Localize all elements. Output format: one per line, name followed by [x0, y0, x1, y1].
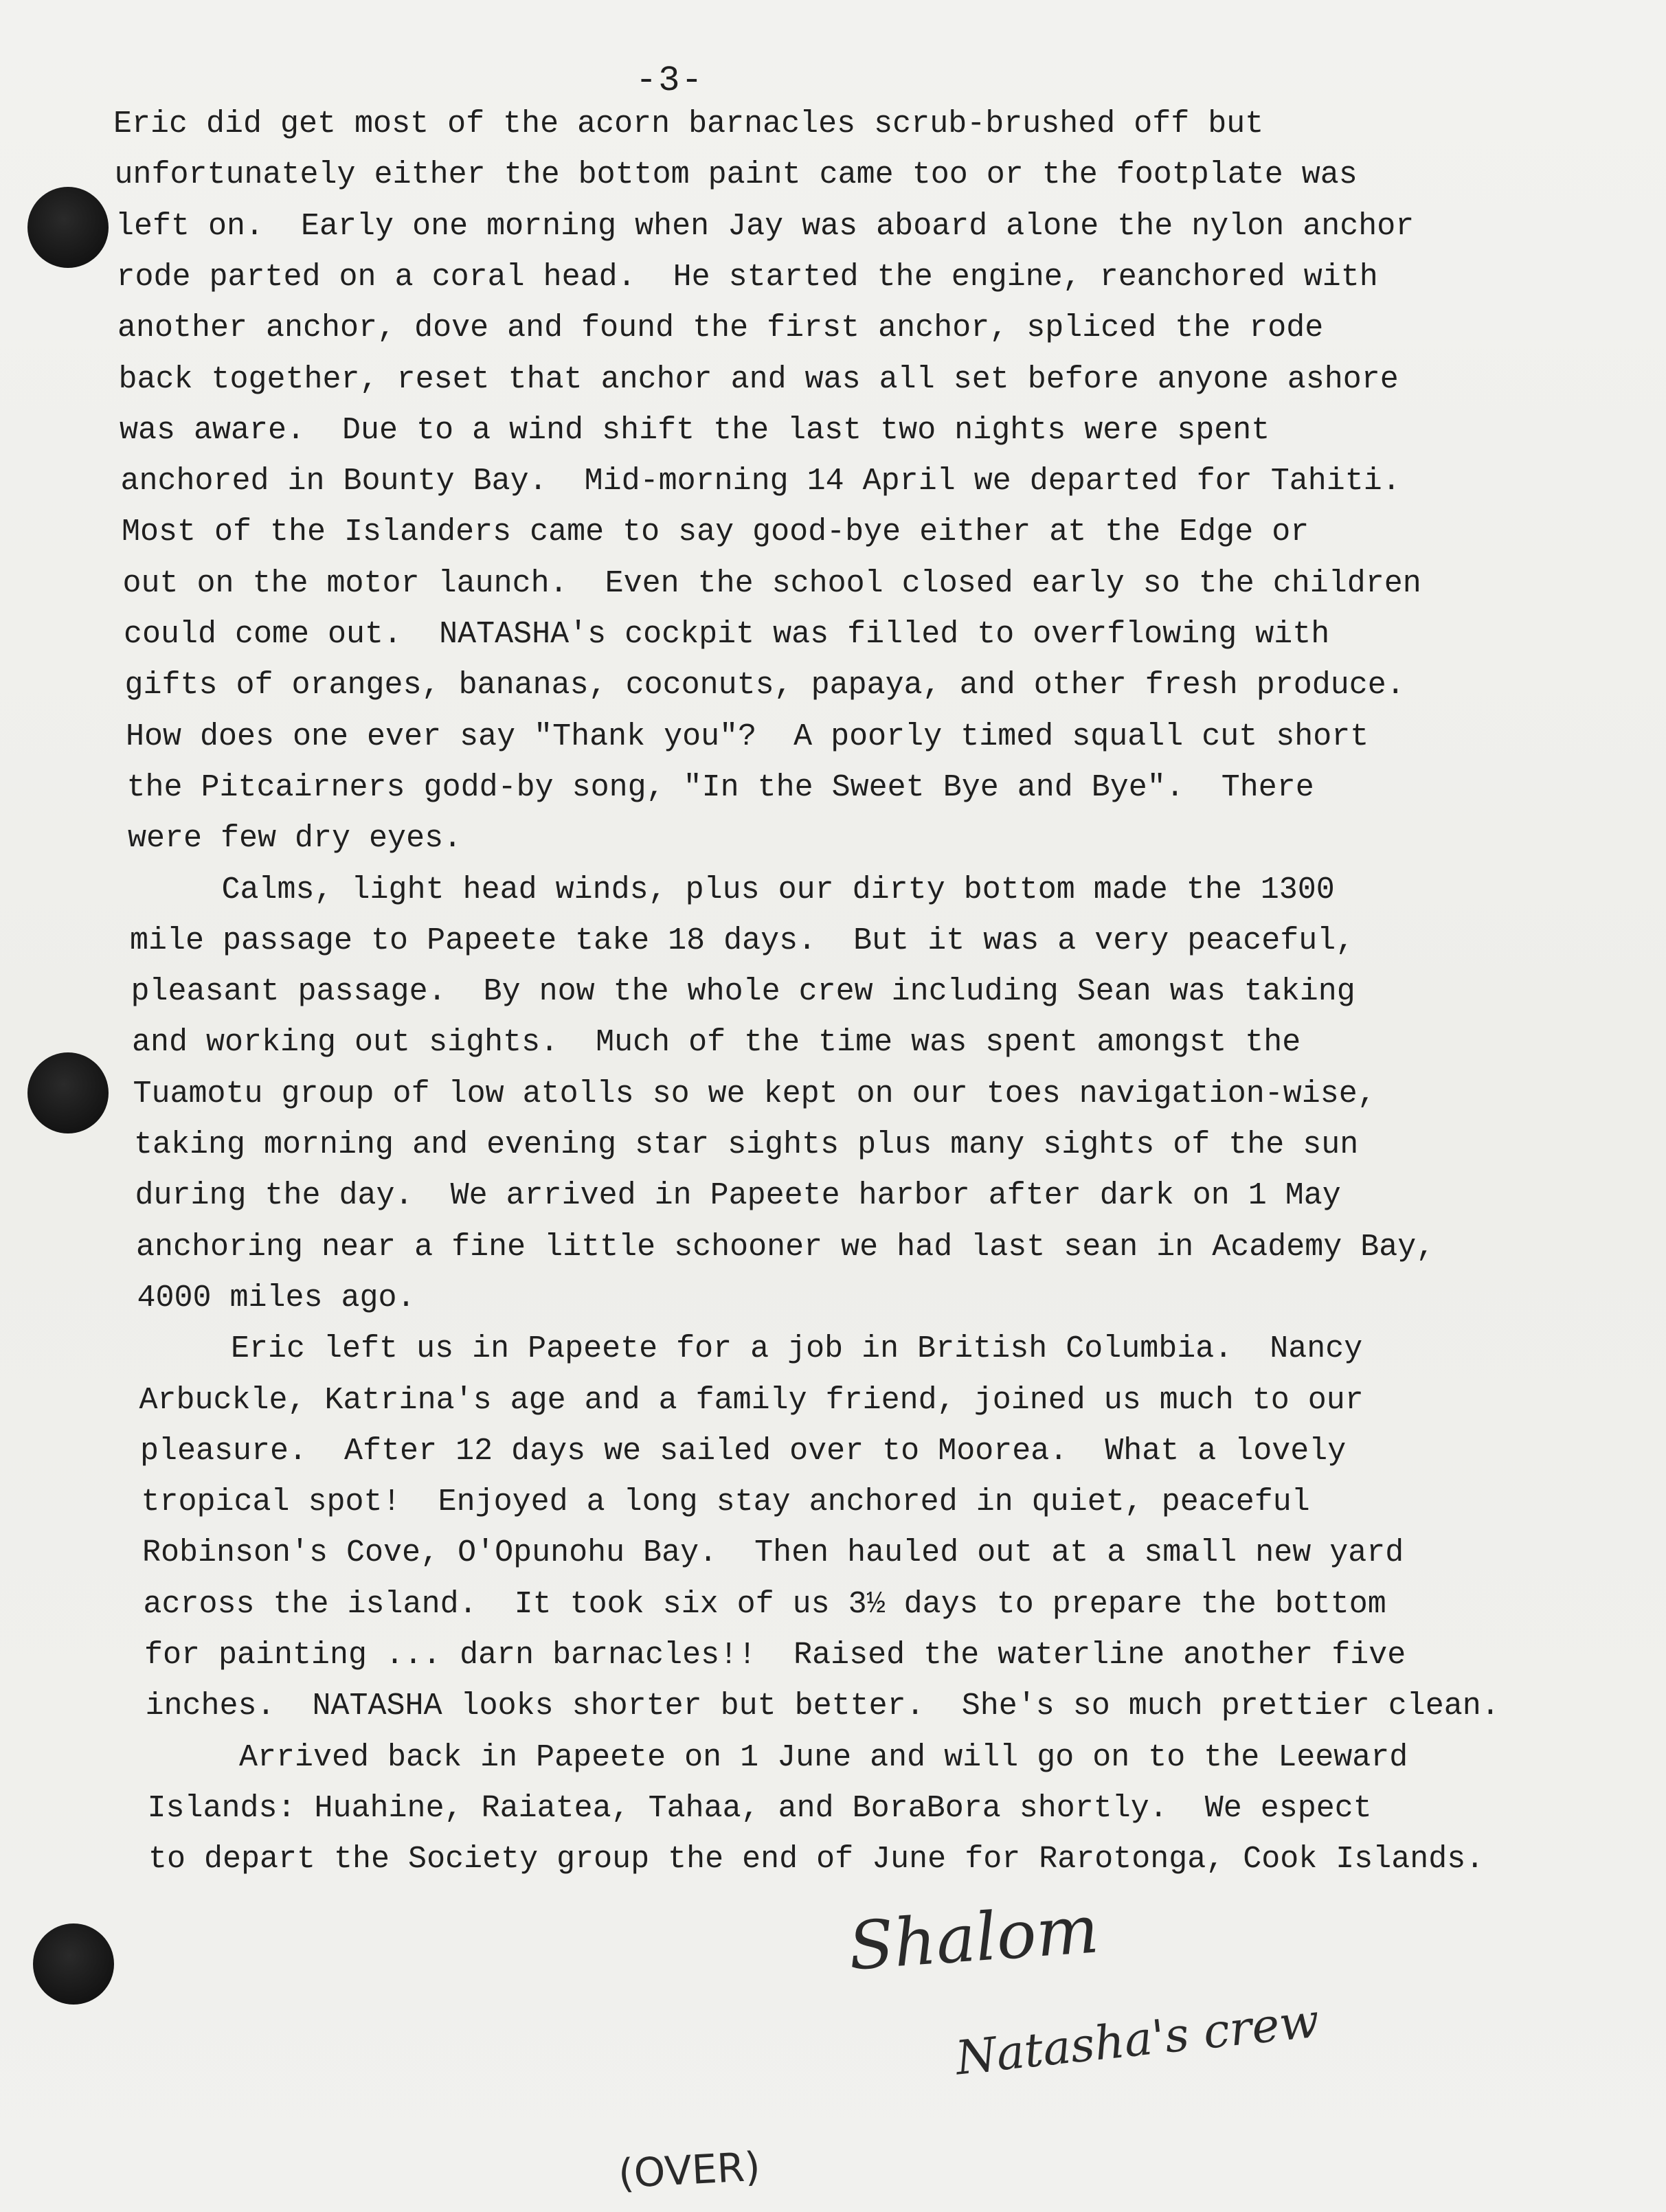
text-line: Eric left us in Papeete for a job in British Columbia. Nancy	[138, 1331, 1363, 1367]
text-line: pleasure. After 12 days we sailed over to Moorea. What a lovely	[140, 1433, 1347, 1469]
signature-line-1: Shalom	[846, 1891, 1101, 1985]
text-line: Calms, light head winds, plus our dirty bottom made the 1300	[128, 872, 1335, 907]
text-line: to depart the Society group the end of June for Rarotonga, Cook Islands.	[148, 1842, 1485, 1877]
text-line: taking morning and evening star sights plus many sights of the sun	[134, 1127, 1359, 1162]
text-line: 4000 miles ago.	[137, 1280, 416, 1316]
text-line: was aware. Due to a wind shift the last two nights were spent	[120, 412, 1270, 448]
text-line: rode parted on a coral head. He started the engine, reanchored with	[116, 259, 1378, 295]
punch-hole-bottom	[33, 1923, 114, 2005]
page-number: -3-	[635, 60, 704, 101]
text-line: Arrived back in Papeete on 1 June and will go on to the Leeward	[146, 1739, 1408, 1775]
text-line: were few dry eyes.	[128, 821, 462, 857]
text-line: out on the motor launch. Even the school closed early so the children	[122, 565, 1421, 601]
text-line: Eric did get most of the acorn barnacles scrub-brushed off but	[113, 106, 1264, 142]
text-line: across the island. It took six of us 3½ days to prepare the bottom	[143, 1586, 1386, 1622]
text-line: Tuamotu group of low atolls so we kept on our toes navigation-wise,	[133, 1076, 1376, 1111]
text-line: pleasant passage. By now the whole crew including Sean was taking	[131, 974, 1355, 1010]
text-line: Arbuckle, Katrina's age and a family friend, joined us much to our	[139, 1382, 1364, 1418]
text-line: and working out sights. Much of the time was spent amongst the	[132, 1025, 1301, 1061]
text-line: Most of the Islanders came to say good-bye either at the Edge or	[122, 515, 1309, 550]
footer-note: (OVER)	[617, 2143, 762, 2198]
text-line: another anchor, dove and found the first anchor, spliced the rode	[117, 311, 1324, 346]
text-line: anchored in Bounty Bay. Mid-morning 14 April we departed for Tahiti.	[120, 464, 1401, 499]
text-line: unfortunately either the bottom paint came too or the footplate was	[114, 157, 1358, 193]
text-line: gifts of oranges, bananas, coconuts, papaya, and other fresh produce.	[124, 668, 1405, 703]
text-line: could come out. NATASHA's cockpit was filled to overflowing with	[124, 617, 1330, 652]
text-line: back together, reset that anchor and was all set before anyone ashore	[118, 361, 1399, 397]
text-line: Robinson's Cove, O'Opunohu Bay. Then hauled out at a small new yard	[142, 1535, 1404, 1571]
text-line: the Pitcairners godd-by song, "In the Sweet Bye and Bye". There	[126, 769, 1314, 805]
text-line: mile passage to Papeete take 18 days. But it was a very peaceful,	[130, 923, 1355, 958]
signature-line-2: Natasha's crew	[953, 1994, 1322, 2086]
text-line: tropical spot! Enjoyed a long stay anchored in quiet, peaceful	[141, 1485, 1310, 1520]
punch-hole-top	[27, 187, 109, 268]
text-line: for painting ... darn barnacles!! Raised the waterline another five	[144, 1638, 1406, 1673]
text-line: anchoring near a fine little schooner we had last sean in Academy Bay,	[136, 1229, 1435, 1265]
text-line: left on. Early one morning when Jay was aboard alone the nylon anchor	[115, 208, 1415, 244]
text-line: Islands: Huahine, Raiatea, Tahaa, and BoraBora shortly. We espect	[147, 1790, 1372, 1826]
text-line: inches. NATASHA looks shorter but better. She's so much prettier clean.	[145, 1689, 1500, 1724]
punch-hole-middle	[27, 1052, 109, 1133]
text-line: How does one ever say "Thank you"? A poorly timed squall cut short	[126, 719, 1369, 754]
text-line: during the day. We arrived in Papeete harbor after dark on 1 May	[135, 1178, 1341, 1214]
